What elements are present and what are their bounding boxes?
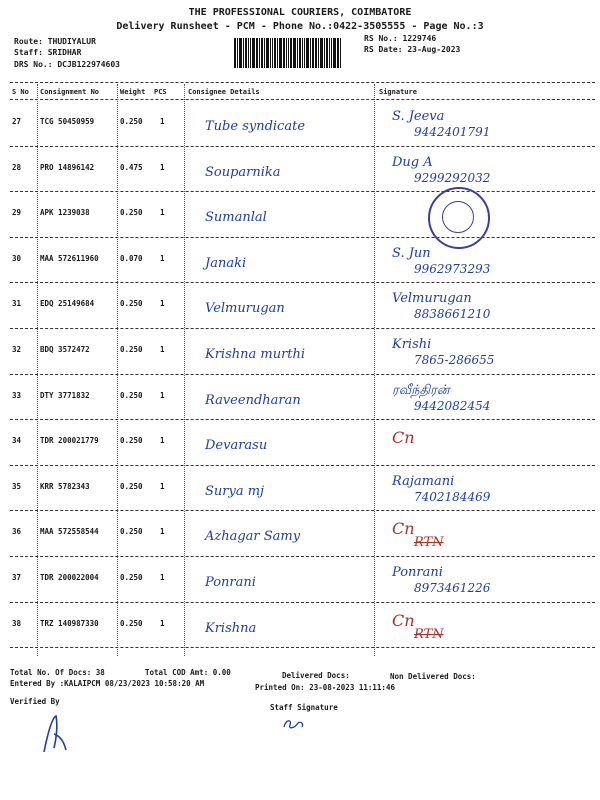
row-signature: ரவீந்திரன் xyxy=(392,382,450,398)
row-divider xyxy=(10,328,595,329)
row-pcs: 1 xyxy=(160,527,165,537)
rs-date: RS Date: 23-Aug-2023 xyxy=(364,45,461,54)
row-signature: Cn xyxy=(392,519,415,539)
column-separator xyxy=(37,84,38,656)
row-pcs: 1 xyxy=(160,436,165,446)
col-consignment: Consignment No xyxy=(40,88,100,96)
row-consignment: BDQ 3572472 xyxy=(40,345,90,354)
row-consignment: TDR 200021779 xyxy=(40,436,99,446)
row-pcs: 1 xyxy=(160,253,165,263)
row-signature: Cn xyxy=(392,610,415,630)
printed-on: Printed On: 23-08-2023 11:11:46 xyxy=(255,683,395,692)
row-signature-phone: 9962973293 xyxy=(414,261,491,276)
row-weight: 0.250 xyxy=(120,390,143,400)
row-divider xyxy=(10,146,595,147)
row-pcs: 1 xyxy=(160,208,165,218)
row-signature-phone: RTN xyxy=(414,535,444,551)
row-divider xyxy=(10,237,595,238)
row-divider xyxy=(10,602,595,603)
row-signature: Krishi xyxy=(392,337,432,352)
row-consignee: Surya mj xyxy=(205,483,265,499)
row-divider xyxy=(10,556,595,557)
entered-by: Entered By :KALAIPCM 08/23/2023 10:58:20 AM xyxy=(10,679,205,688)
row-weight: 0.250 xyxy=(120,299,143,309)
row-consignee: Tube syndicate xyxy=(205,119,306,134)
row-signature: Ponrani xyxy=(392,565,443,580)
row-consignment: MAA 572611960 xyxy=(40,253,99,263)
row-consignment: DTY 3771832 xyxy=(40,390,90,400)
row-consignee: Azhagar Samy xyxy=(205,529,301,545)
row-sno: 33 xyxy=(12,390,22,400)
company-stamp xyxy=(428,187,490,249)
row-pcs: 1 xyxy=(160,299,165,309)
verified-by-label: Verified By xyxy=(10,697,60,706)
row-consignment: TRZ 140987330 xyxy=(40,618,99,628)
row-sno: 30 xyxy=(12,253,22,263)
row-weight: 0.475 xyxy=(120,162,143,172)
row-pcs: 1 xyxy=(160,162,165,172)
row-pcs: 1 xyxy=(160,390,165,400)
row-pcs: 1 xyxy=(160,345,165,354)
total-docs: Total No. Of Docs: 38 xyxy=(10,668,105,677)
runsheet-title: Delivery Runsheet - PCM - Phone No.:0422-3505555 - Page No.:3 xyxy=(116,21,484,32)
row-signature-phone: 9442401791 xyxy=(414,125,491,139)
row-divider xyxy=(10,374,595,375)
barcode xyxy=(234,38,358,68)
row-weight: 0.250 xyxy=(120,436,143,446)
company-title: THE PROFESSIONAL COURIERS, COIMBATORE xyxy=(188,7,412,18)
verified-signature xyxy=(36,712,76,758)
row-pcs: 1 xyxy=(160,618,165,628)
row-pcs: 1 xyxy=(160,117,165,126)
column-separator xyxy=(117,84,118,656)
row-consignment: APK 1239038 xyxy=(40,208,90,218)
row-signature: S. Jun xyxy=(392,245,431,261)
route-label: Route: THUDIYALUR xyxy=(14,37,96,46)
row-consignment: TCG 50450959 xyxy=(40,117,95,126)
row-consignee: Souparnika xyxy=(205,164,281,180)
col-pcs: PCS xyxy=(154,88,167,96)
row-signature-phone: RTN xyxy=(414,626,444,642)
row-consignment: EDQ 25149684 xyxy=(40,299,95,309)
header-divider-top xyxy=(10,82,595,83)
row-consignee: Velmurugan xyxy=(205,301,285,317)
non-delivered-docs: Non Delivered Docs: xyxy=(390,672,476,681)
row-sno: 35 xyxy=(12,481,22,491)
staff-signature-label: Staff Signature xyxy=(270,703,338,712)
row-signature: Velmurugan xyxy=(392,291,472,307)
row-weight: 0.250 xyxy=(120,208,143,218)
row-divider xyxy=(10,465,595,466)
row-signature-phone: 8973461226 xyxy=(414,581,491,595)
row-consignee: Raveendharan xyxy=(205,392,301,408)
row-sno: 29 xyxy=(12,208,22,218)
rs-number: RS No.: 1229746 xyxy=(364,34,437,43)
row-sno: 36 xyxy=(12,527,22,537)
row-weight: 0.250 xyxy=(120,481,143,491)
drs-number: DRS No.: DCJB122974603 xyxy=(14,60,120,69)
header-divider-bottom xyxy=(10,99,595,100)
row-consignee: Devarasu xyxy=(205,438,268,454)
row-consignee: Ponrani xyxy=(205,575,256,590)
row-consignee: Krishna xyxy=(205,620,257,636)
row-consignee: Sumanlal xyxy=(205,210,267,226)
row-signature: Cn xyxy=(392,428,415,448)
row-signature-phone: 8838661210 xyxy=(414,307,491,322)
row-divider xyxy=(10,510,595,511)
row-signature-phone: 7865-286655 xyxy=(414,353,495,367)
row-sno: 28 xyxy=(12,162,22,172)
row-weight: 0.250 xyxy=(120,117,143,126)
row-consignee: Janaki xyxy=(205,255,247,271)
row-signature-phone: 7402184469 xyxy=(414,489,491,504)
row-sno: 32 xyxy=(12,345,22,354)
row-consignment: KRR 5782343 xyxy=(40,481,90,491)
row-sno: 37 xyxy=(12,573,22,582)
row-pcs: 1 xyxy=(160,481,165,491)
row-weight: 0.250 xyxy=(120,345,143,354)
total-cod: Total COD Amt: 0.00 xyxy=(145,668,231,677)
col-weight: Weight xyxy=(120,88,146,96)
column-separator xyxy=(374,84,375,656)
row-pcs: 1 xyxy=(160,573,165,582)
row-signature-phone: 9299292032 xyxy=(414,170,491,185)
staff-signature xyxy=(280,713,308,733)
col-consignee: Consignee Details xyxy=(188,88,260,96)
row-consignment: TDR 200022004 xyxy=(40,573,99,582)
row-divider xyxy=(10,647,595,648)
column-separator xyxy=(184,84,185,656)
row-signature-phone: 9442082454 xyxy=(414,398,491,413)
row-sno: 34 xyxy=(12,436,22,446)
col-sno: S No xyxy=(12,88,29,96)
row-weight: 0.250 xyxy=(120,618,143,628)
row-consignment: MAA 572558544 xyxy=(40,527,99,537)
staff-label: Staff: SRIDHAR xyxy=(14,48,82,57)
row-consignee: Krishna murthi xyxy=(205,347,306,362)
delivered-docs: Delivered Docs: xyxy=(282,671,350,680)
row-sno: 38 xyxy=(12,618,22,628)
row-signature: Rajamani xyxy=(392,473,455,489)
row-weight: 0.250 xyxy=(120,527,143,537)
row-sno: 31 xyxy=(12,299,22,309)
col-signature: Signature xyxy=(379,88,417,96)
row-divider xyxy=(10,419,595,420)
row-signature: S. Jeeva xyxy=(392,109,445,124)
row-divider xyxy=(10,282,595,283)
row-consignment: PRO 14896142 xyxy=(40,162,95,172)
row-sno: 27 xyxy=(12,117,22,126)
row-divider xyxy=(10,191,595,192)
row-weight: 0.070 xyxy=(120,253,143,263)
row-weight: 0.250 xyxy=(120,573,143,582)
row-signature: Dug A xyxy=(392,154,433,170)
